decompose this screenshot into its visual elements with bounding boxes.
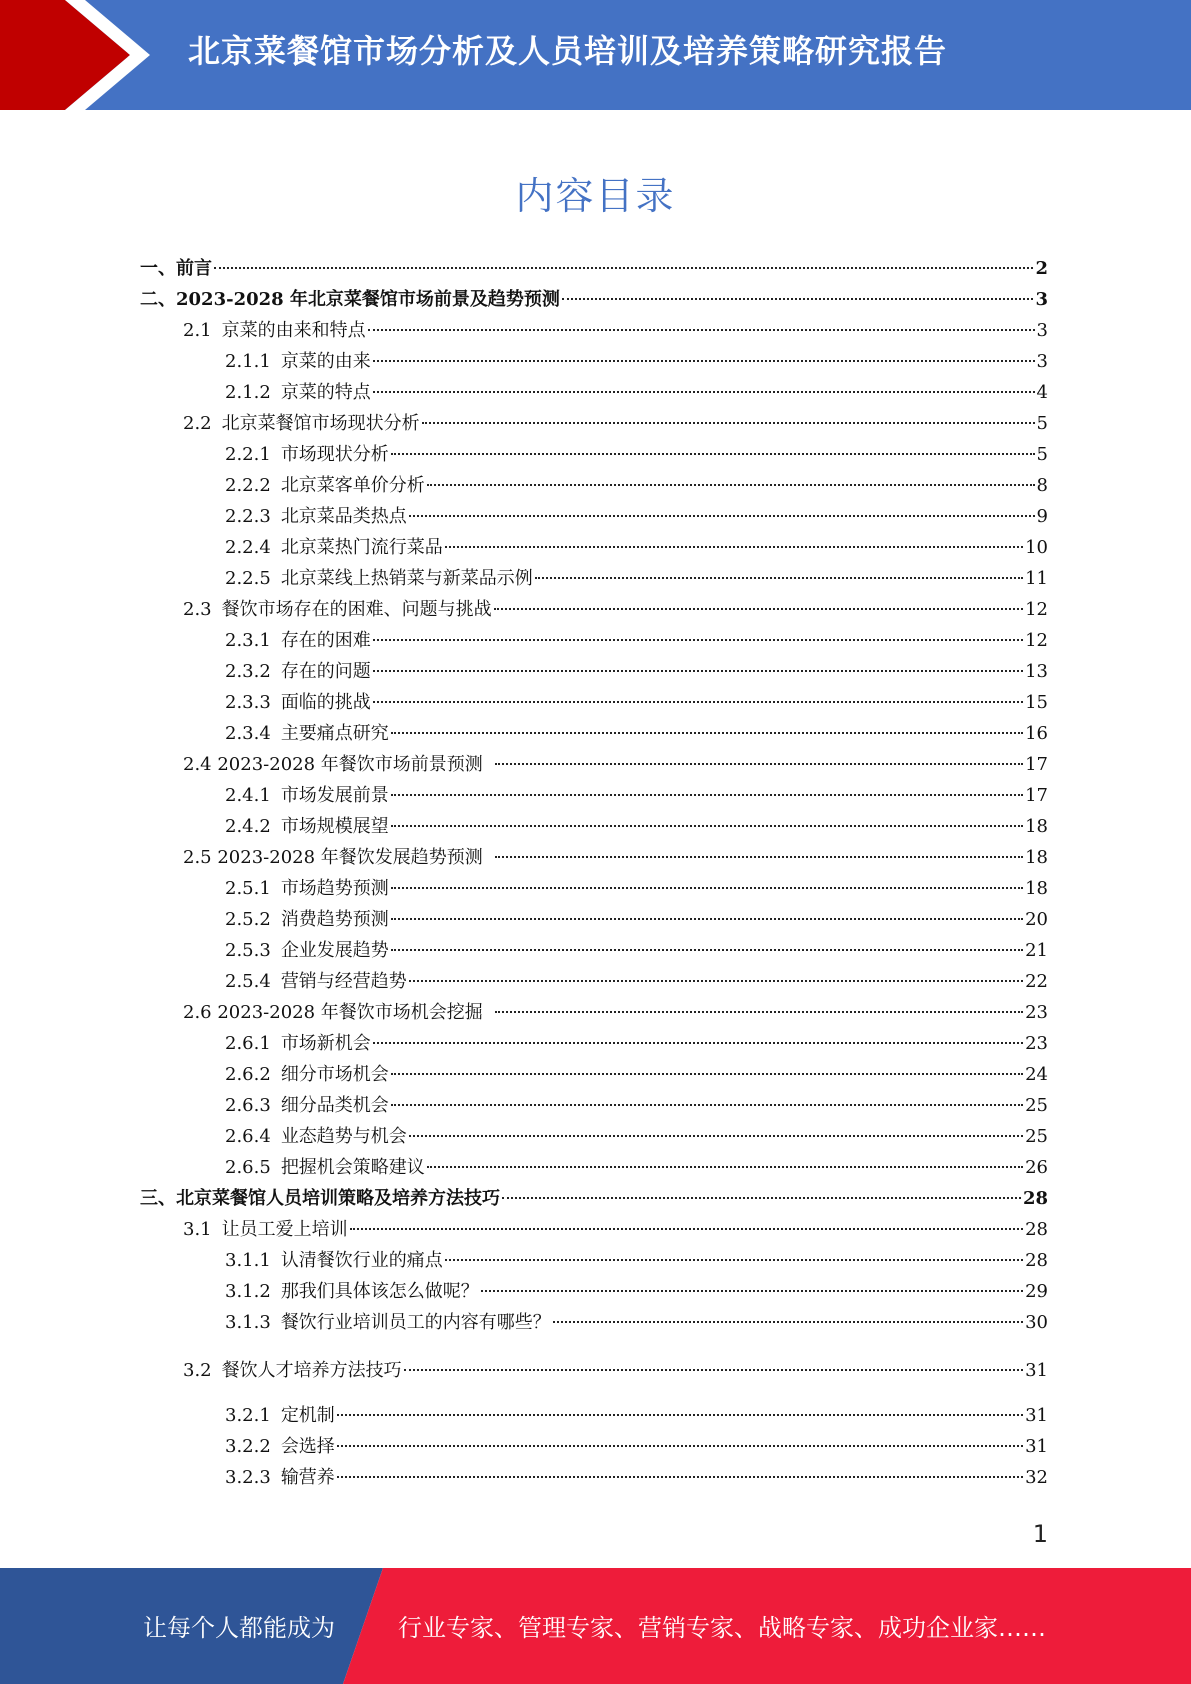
toc-dot-leader bbox=[373, 1042, 1023, 1044]
toc-entry-title: 主要痛点研究 bbox=[280, 723, 389, 744]
toc-entry-title: 京菜的由来 bbox=[280, 351, 371, 372]
toc-entry-number: 2.6.1 bbox=[225, 1033, 271, 1054]
toc-entry-page: 29 bbox=[1025, 1281, 1048, 1302]
toc-entry-page: 28 bbox=[1025, 1250, 1048, 1271]
toc-entry-title: 细分品类机会 bbox=[280, 1095, 389, 1116]
toc-entry[interactable] bbox=[225, 813, 1048, 841]
toc-entry-number: 2.3.1 bbox=[225, 630, 271, 651]
toc-entry-page: 3 bbox=[1036, 351, 1048, 372]
page-number: 1 bbox=[1032, 1520, 1048, 1548]
toc-entry[interactable] bbox=[225, 534, 1048, 562]
toc-entry-page: 26 bbox=[1025, 1157, 1048, 1178]
toc-entry[interactable] bbox=[225, 689, 1048, 717]
toc-entry-title: 让员工爱上培训 bbox=[221, 1219, 348, 1240]
toc-entry-page: 10 bbox=[1025, 537, 1048, 558]
toc-entry[interactable] bbox=[225, 441, 1048, 469]
toc-dot-leader bbox=[427, 484, 1035, 486]
toc-entry-page: 31 bbox=[1025, 1360, 1048, 1381]
toc-entry[interactable] bbox=[140, 1185, 1048, 1213]
toc-dot-leader bbox=[404, 1369, 1023, 1371]
toc-entry[interactable] bbox=[183, 1357, 1048, 1385]
toc-dot-leader bbox=[373, 701, 1023, 703]
toc-entry-number: 2.2.2 bbox=[225, 475, 271, 496]
toc-entry[interactable] bbox=[140, 255, 1048, 283]
header-banner bbox=[0, 0, 1191, 110]
toc-entry[interactable] bbox=[183, 1216, 1048, 1244]
toc-entry-number: 2.3.2 bbox=[225, 661, 271, 682]
toc-dot-leader bbox=[391, 918, 1023, 920]
toc-dot-leader bbox=[337, 1445, 1023, 1447]
toc-dot-leader bbox=[495, 1011, 1023, 1013]
toc-entry-page: 18 bbox=[1025, 816, 1048, 837]
toc-entry-page: 23 bbox=[1025, 1002, 1048, 1023]
toc-entry-page: 4 bbox=[1036, 382, 1048, 403]
toc-entry-page: 5 bbox=[1036, 444, 1048, 465]
toc-dot-leader bbox=[391, 453, 1035, 455]
toc-entry[interactable] bbox=[225, 1247, 1048, 1275]
toc-entry-page: 17 bbox=[1025, 754, 1048, 775]
toc-dot-leader bbox=[373, 670, 1023, 672]
toc-entry-number: 2.4 2023-2028 年餐饮市场前景预测 bbox=[183, 754, 483, 775]
toc-entry[interactable] bbox=[225, 1309, 1048, 1337]
toc-dot-leader bbox=[391, 732, 1023, 734]
report-title: 北京菜餐馆市场分析及人员培训及培养策略研究报告 bbox=[188, 32, 948, 70]
toc-entry-title: 北京菜客单价分析 bbox=[280, 475, 425, 496]
toc-entry-title: 认清餐饮行业的痛点 bbox=[280, 1250, 443, 1271]
toc-entry-page: 18 bbox=[1025, 847, 1048, 868]
toc-entry-number: 2.1.2 bbox=[225, 382, 271, 403]
toc-entry[interactable] bbox=[225, 1433, 1048, 1461]
toc-entry-page: 12 bbox=[1025, 630, 1048, 651]
toc-entry[interactable] bbox=[225, 1092, 1048, 1120]
toc-entry-number: 3.2 bbox=[183, 1360, 212, 1381]
toc-entry-title: 把握机会策略建议 bbox=[280, 1157, 425, 1178]
toc-entry-number: 2.2.1 bbox=[225, 444, 271, 465]
toc-entry-number: 2.5.4 bbox=[225, 971, 271, 992]
toc-entry-title: 北京菜餐馆市场现状分析 bbox=[221, 413, 420, 434]
toc-dot-leader bbox=[409, 980, 1023, 982]
toc-entry-page: 31 bbox=[1025, 1436, 1048, 1457]
toc-dot-leader bbox=[391, 887, 1023, 889]
toc-entry-title: 市场趋势预测 bbox=[280, 878, 389, 899]
toc-entry-number: 2.6.4 bbox=[225, 1126, 271, 1147]
toc-entry-number: 2.4.1 bbox=[225, 785, 271, 806]
toc-entry-number: 2.3.3 bbox=[225, 692, 271, 713]
toc-entry-page: 16 bbox=[1025, 723, 1048, 744]
toc-entry-number: 3.1.2 bbox=[225, 1281, 271, 1302]
toc-entry-number: 2.2 bbox=[183, 413, 212, 434]
toc-entry-page: 22 bbox=[1025, 971, 1048, 992]
toc-entry-page: 30 bbox=[1025, 1312, 1048, 1333]
toc-entry-page: 20 bbox=[1025, 909, 1048, 930]
toc-entry-page: 5 bbox=[1036, 413, 1048, 434]
toc-entry-number: 2.2.5 bbox=[225, 568, 271, 589]
toc-entry-title: 业态趋势与机会 bbox=[280, 1126, 407, 1147]
toc-entry-number: 2.6 2023-2028 年餐饮市场机会挖掘 bbox=[183, 1002, 483, 1023]
toc-entry-page: 11 bbox=[1025, 568, 1048, 589]
toc-entry-page: 2 bbox=[1035, 258, 1048, 279]
toc-entry[interactable] bbox=[225, 1061, 1048, 1089]
toc-dot-leader bbox=[368, 329, 1035, 331]
toc-entry-page: 25 bbox=[1025, 1126, 1048, 1147]
toc-entry-page: 32 bbox=[1025, 1467, 1048, 1488]
toc-entry-title: 餐饮市场存在的困难、问题与挑战 bbox=[221, 599, 492, 620]
toc-dot-leader bbox=[373, 639, 1023, 641]
toc-entry-title: 消费趋势预测 bbox=[280, 909, 389, 930]
toc-entry-number: 三、北京菜餐馆人员培训策略及培养方法技巧 bbox=[140, 1188, 500, 1209]
toc-entry-number: 2.6.5 bbox=[225, 1157, 271, 1178]
toc-entry-title: 市场现状分析 bbox=[280, 444, 389, 465]
toc-entry-page: 18 bbox=[1025, 878, 1048, 899]
toc-entry[interactable] bbox=[225, 1464, 1048, 1492]
toc-entry[interactable] bbox=[225, 503, 1048, 531]
footer-slogan-right: 行业专家、管理专家、营销专家、战略专家、成功企业家…… bbox=[398, 1614, 1046, 1642]
toc-entry-title: 京菜的由来和特点 bbox=[221, 320, 366, 341]
toc-dot-leader bbox=[445, 546, 1023, 548]
toc-entry-title: 输营养 bbox=[280, 1467, 335, 1488]
toc-entry-title: 市场发展前景 bbox=[280, 785, 389, 806]
toc-entry-title: 餐饮行业培训员工的内容有哪些？ bbox=[280, 1312, 551, 1333]
toc-entry-page: 24 bbox=[1025, 1064, 1048, 1085]
toc-entry[interactable] bbox=[225, 968, 1048, 996]
toc-entry-number: 2.3.4 bbox=[225, 723, 271, 744]
toc-entry-number: 2.6.2 bbox=[225, 1064, 271, 1085]
toc-entry-title: 餐饮人才培养方法技巧 bbox=[221, 1360, 402, 1381]
toc-dot-leader bbox=[409, 1135, 1023, 1137]
toc-dot-leader bbox=[337, 1414, 1023, 1416]
toc-dot-leader bbox=[445, 1259, 1023, 1261]
toc-entry-page: 17 bbox=[1025, 785, 1048, 806]
toc-entry-number: 3.1 bbox=[183, 1219, 212, 1240]
toc-entry-number: 2.6.3 bbox=[225, 1095, 271, 1116]
toc-entry-title: 那我们具体该怎么做呢？ bbox=[280, 1281, 479, 1302]
toc-dot-leader bbox=[502, 1197, 1021, 1199]
toc-dot-leader bbox=[422, 422, 1035, 424]
toc-entry[interactable] bbox=[225, 720, 1048, 748]
toc-entry-title: 面临的挑战 bbox=[280, 692, 371, 713]
toc-entry-page: 25 bbox=[1025, 1095, 1048, 1116]
toc-entry-page: 8 bbox=[1036, 475, 1048, 496]
toc-dot-leader bbox=[350, 1228, 1023, 1230]
toc-entry[interactable] bbox=[225, 875, 1048, 903]
toc-entry-page: 28 bbox=[1022, 1188, 1048, 1209]
toc-entry-number: 2.1 bbox=[183, 320, 212, 341]
toc-entry-title: 北京菜品类热点 bbox=[280, 506, 407, 527]
toc-dot-leader bbox=[495, 856, 1023, 858]
toc-entry-page: 3 bbox=[1036, 320, 1048, 341]
toc-entry[interactable] bbox=[225, 1402, 1048, 1430]
toc-entry-title: 北京菜热门流行菜品 bbox=[280, 537, 443, 558]
toc-dot-leader bbox=[214, 267, 1033, 269]
toc-dot-leader bbox=[373, 360, 1035, 362]
toc-entry-number: 3.2.1 bbox=[225, 1405, 271, 1426]
toc-entry-page: 12 bbox=[1025, 599, 1048, 620]
toc-dot-leader bbox=[391, 794, 1023, 796]
toc-entry-number: 3.2.2 bbox=[225, 1436, 271, 1457]
toc-entry-title: 会选择 bbox=[280, 1436, 335, 1457]
toc-entry[interactable] bbox=[183, 410, 1048, 438]
toc-entry-number: 2.5.1 bbox=[225, 878, 271, 899]
toc-entry-number: 一、前言 bbox=[140, 258, 212, 279]
toc-entry-number: 3.2.3 bbox=[225, 1467, 271, 1488]
toc-entry[interactable] bbox=[225, 906, 1048, 934]
toc-entry-number: 3.1.1 bbox=[225, 1250, 271, 1271]
toc-entry-page: 23 bbox=[1025, 1033, 1048, 1054]
toc-entry-page: 28 bbox=[1025, 1219, 1048, 1240]
toc-entry-title: 存在的困难 bbox=[280, 630, 371, 651]
toc-dot-leader bbox=[391, 1073, 1023, 1075]
toc-entry[interactable] bbox=[225, 472, 1048, 500]
toc-entry-number: 2.5.3 bbox=[225, 940, 271, 961]
toc-dot-leader bbox=[373, 391, 1035, 393]
toc-entry[interactable] bbox=[225, 782, 1048, 810]
toc-entry-page: 13 bbox=[1025, 661, 1048, 682]
toc-entry[interactable] bbox=[225, 348, 1048, 376]
toc-entry-title: 企业发展趋势 bbox=[280, 940, 389, 961]
toc-entry[interactable] bbox=[225, 1278, 1048, 1306]
toc-dot-leader bbox=[495, 763, 1023, 765]
toc-entry[interactable] bbox=[183, 751, 1048, 779]
toc-entry[interactable] bbox=[183, 844, 1048, 872]
toc-entry-number: 2.4.2 bbox=[225, 816, 271, 837]
toc-entry[interactable] bbox=[225, 379, 1048, 407]
toc-entry-number: 二、2023-2028 年北京菜餐馆市场前景及趋势预测 bbox=[140, 289, 560, 310]
toc-entry-page: 3 bbox=[1035, 289, 1048, 310]
toc-entry[interactable] bbox=[140, 286, 1048, 314]
toc-dot-leader bbox=[391, 949, 1023, 951]
toc-entry[interactable] bbox=[225, 627, 1048, 655]
toc-dot-leader bbox=[427, 1166, 1023, 1168]
toc-entry[interactable] bbox=[225, 565, 1048, 593]
toc-heading: 内容目录 bbox=[515, 174, 676, 218]
toc-entry[interactable] bbox=[225, 937, 1048, 965]
toc-entry-number: 3.1.3 bbox=[225, 1312, 271, 1333]
toc-dot-leader bbox=[535, 577, 1023, 579]
toc-entry[interactable] bbox=[183, 596, 1048, 624]
toc-entry-title: 存在的问题 bbox=[280, 661, 371, 682]
toc-entry-title: 定机制 bbox=[280, 1405, 335, 1426]
toc-entry[interactable] bbox=[183, 999, 1048, 1027]
toc-entry-number: 2.2.3 bbox=[225, 506, 271, 527]
footer-slogan-left: 让每个人都能成为 bbox=[143, 1614, 335, 1642]
toc-dot-leader bbox=[553, 1321, 1023, 1323]
toc-entry-title: 细分市场机会 bbox=[280, 1064, 389, 1085]
toc-entry[interactable] bbox=[225, 1030, 1048, 1058]
toc-entry-page: 9 bbox=[1036, 506, 1048, 527]
toc-dot-leader bbox=[494, 608, 1023, 610]
toc-dot-leader bbox=[409, 515, 1035, 517]
toc-entry[interactable] bbox=[183, 317, 1048, 345]
toc-entry[interactable] bbox=[225, 1154, 1048, 1182]
toc-dot-leader bbox=[481, 1290, 1023, 1292]
toc-entry-number: 2.1.1 bbox=[225, 351, 271, 372]
toc-entry-number: 2.2.4 bbox=[225, 537, 271, 558]
toc-entry-page: 21 bbox=[1025, 940, 1048, 961]
toc-entry-title: 北京菜线上热销菜与新菜品示例 bbox=[280, 568, 533, 589]
toc-dot-leader bbox=[391, 825, 1023, 827]
toc-entry-number: 2.3 bbox=[183, 599, 212, 620]
toc-entry[interactable] bbox=[225, 1123, 1048, 1151]
toc-entry-title: 市场新机会 bbox=[280, 1033, 371, 1054]
toc-entry-page: 15 bbox=[1025, 692, 1048, 713]
footer-banner bbox=[0, 1568, 1191, 1684]
toc-entry-number: 2.5.2 bbox=[225, 909, 271, 930]
toc-dot-leader bbox=[391, 1104, 1023, 1106]
toc-entry-page: 31 bbox=[1025, 1405, 1048, 1426]
toc-entry-number: 2.5 2023-2028 年餐饮发展趋势预测 bbox=[183, 847, 483, 868]
toc-dot-leader bbox=[337, 1476, 1023, 1478]
toc-dot-leader bbox=[562, 298, 1034, 300]
toc-entry-title: 市场规模展望 bbox=[280, 816, 389, 837]
toc-entry-title: 京菜的特点 bbox=[280, 382, 371, 403]
toc-entry[interactable] bbox=[225, 658, 1048, 686]
toc-entry-title: 营销与经营趋势 bbox=[280, 971, 407, 992]
